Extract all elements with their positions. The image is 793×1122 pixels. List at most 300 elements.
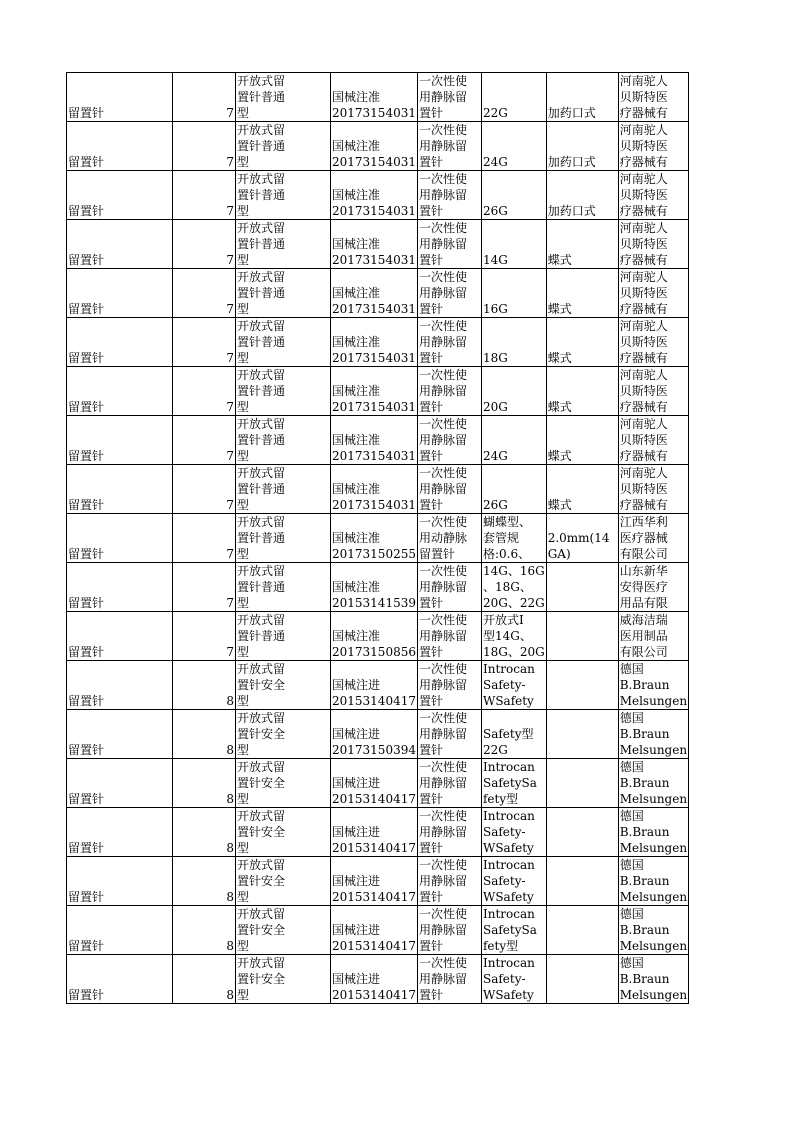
- manufacturer-cell: [618, 122, 688, 171]
- type-cell: [236, 955, 331, 1004]
- manufacturer-cell-line: 贝斯特医: [619, 139, 668, 153]
- spec-cell-line: 20G、22G: [482, 596, 545, 610]
- type-cell-line: 置针普通: [237, 629, 286, 643]
- class-cell: [173, 710, 236, 759]
- table-row: [67, 171, 689, 220]
- manufacturer-cell-line: 河南驼人: [619, 172, 668, 186]
- product-cell-line: 用静脉留: [418, 237, 467, 251]
- item-name-cell: [67, 269, 173, 318]
- form-cell-line: [548, 514, 617, 530]
- item-name-cell: [67, 465, 173, 514]
- spec-cell: [481, 73, 546, 122]
- type-cell: [236, 857, 331, 906]
- type-cell-line: 开放式留: [237, 417, 286, 431]
- product-cell: [417, 710, 481, 759]
- class-cell: [173, 808, 236, 857]
- registration-number: 20173154031: [332, 449, 416, 463]
- product-cell: [417, 220, 481, 269]
- registration-cell: [331, 955, 418, 1004]
- type-cell: [236, 906, 331, 955]
- manufacturer-cell: [618, 563, 688, 612]
- class-cell: [173, 73, 236, 122]
- form-cell-line: [548, 187, 617, 203]
- product-cell-line: 置针: [418, 400, 443, 414]
- registration-number: 20153141539: [332, 596, 416, 610]
- product-cell: [417, 73, 481, 122]
- form-cell-line: [548, 791, 617, 807]
- manufacturer-cell: [618, 416, 688, 465]
- type-cell-line: 型: [237, 841, 250, 855]
- form-cell-line: 蝶式: [547, 449, 572, 463]
- class-cell: [173, 171, 236, 220]
- registration-spacer: [332, 465, 416, 481]
- spec-cell-line: 26G: [482, 204, 508, 218]
- form-cell: [546, 367, 618, 416]
- form-cell: [546, 122, 618, 171]
- product-cell-line: 一次性使: [418, 172, 467, 186]
- spec-cell: [481, 416, 546, 465]
- item-name-cell: [67, 122, 173, 171]
- product-cell-line: 留置针: [418, 547, 455, 561]
- type-cell-line: 置针安全: [237, 972, 286, 986]
- spec-cell: [481, 612, 546, 661]
- registration-cell: [331, 171, 418, 220]
- form-cell-line: [548, 563, 617, 579]
- form-cell: [546, 661, 618, 710]
- form-cell-line: [548, 318, 617, 334]
- type-cell: [236, 563, 331, 612]
- product-cell-line: 置针: [418, 939, 443, 953]
- spec-cell-line: 24G: [482, 449, 508, 463]
- type-cell-line: 开放式留: [237, 711, 286, 725]
- table-row: [67, 367, 689, 416]
- form-cell-line: [548, 465, 617, 481]
- product-cell-line: 用静脉留: [418, 727, 467, 741]
- registration-spacer: [332, 367, 416, 383]
- product-cell-line: 一次性使: [418, 466, 467, 480]
- manufacturer-cell-line: B.Braun: [619, 825, 670, 839]
- class-cell: [173, 563, 236, 612]
- form-cell-line: [548, 122, 617, 138]
- manufacturer-cell-line: 安得医疗: [619, 580, 668, 594]
- product-cell-line: 置针: [418, 253, 443, 267]
- form-cell-line: [548, 873, 617, 889]
- registration-spacer: [332, 857, 416, 873]
- product-cell-line: 用静脉留: [418, 482, 467, 496]
- type-cell-line: 型: [237, 939, 250, 953]
- class-cell-text: 8: [226, 890, 234, 904]
- manufacturer-cell-line: 医用制品: [619, 629, 668, 643]
- type-cell-line: 型: [237, 645, 250, 659]
- form-cell-line: [548, 89, 617, 105]
- product-cell-line: 一次性使: [418, 319, 467, 333]
- form-cell-line: [548, 677, 617, 693]
- manufacturer-cell-line: 江西华利: [619, 515, 668, 529]
- type-cell-line: 置针普通: [237, 433, 286, 447]
- manufacturer-cell-line: 河南驼人: [619, 368, 668, 382]
- form-cell-line: [548, 824, 617, 840]
- registration-number: 20173154031: [332, 253, 416, 267]
- item-name-cell: [67, 808, 173, 857]
- registration-prefix: 国械注准: [332, 433, 381, 447]
- manufacturer-cell: [618, 367, 688, 416]
- type-cell-line: 开放式留: [237, 466, 286, 480]
- item-name-cell: [67, 171, 173, 220]
- manufacturer-cell: [618, 857, 688, 906]
- spec-cell-line: SafetySa: [482, 776, 537, 790]
- product-cell-line: 置针: [418, 498, 443, 512]
- registration-number: 20153140417: [332, 939, 416, 953]
- spec-cell-line: 蝴蝶型、: [482, 515, 531, 529]
- manufacturer-cell: [618, 661, 688, 710]
- spec-cell-line: WSafety: [482, 841, 534, 855]
- manufacturer-cell: [618, 269, 688, 318]
- registration-cell: [331, 269, 418, 318]
- spec-cell-line: [483, 465, 545, 481]
- type-cell-line: 置针普通: [237, 531, 286, 545]
- manufacturer-cell: [618, 220, 688, 269]
- manufacturer-cell-line: 德国: [619, 907, 644, 921]
- manufacturer-cell-line: 贝斯特医: [619, 482, 668, 496]
- form-cell: [546, 612, 618, 661]
- item-name-cell-text: 留置针: [68, 351, 105, 365]
- type-cell: [236, 661, 331, 710]
- form-cell-line: [548, 432, 617, 448]
- item-name-cell-text: 留置针: [68, 106, 105, 120]
- form-cell-line: 加药口式: [547, 204, 596, 218]
- manufacturer-cell-line: 医疗器械: [619, 531, 668, 545]
- product-cell-line: 置针: [418, 890, 443, 904]
- form-cell-line: [548, 138, 617, 154]
- form-cell-line: 蝶式: [547, 351, 572, 365]
- item-name-cell-text: 留置针: [68, 204, 105, 218]
- class-cell: [173, 612, 236, 661]
- product-cell-line: 一次性使: [418, 221, 467, 235]
- type-cell-line: 型: [237, 351, 250, 365]
- class-cell: [173, 269, 236, 318]
- spec-cell-line: Safety型: [482, 727, 534, 741]
- class-cell-text: 8: [226, 694, 234, 708]
- table-row: [67, 563, 689, 612]
- type-cell-line: 型: [237, 743, 250, 757]
- type-cell: [236, 514, 331, 563]
- registration-number: 20153140417: [332, 890, 416, 904]
- product-cell-line: 一次性使: [418, 74, 467, 88]
- type-cell-line: 开放式留: [237, 368, 286, 382]
- item-name-cell: [67, 612, 173, 661]
- type-cell-line: 开放式留: [237, 74, 286, 88]
- registration-cell: [331, 318, 418, 367]
- spec-cell: [481, 367, 546, 416]
- item-name-cell: [67, 906, 173, 955]
- registration-prefix: 国械注准: [332, 531, 381, 545]
- type-cell-line: 置针普通: [237, 139, 286, 153]
- spec-cell-line: Safety-: [482, 972, 526, 986]
- product-cell-line: 用静脉留: [418, 776, 467, 790]
- form-cell: [546, 955, 618, 1004]
- registration-prefix: 国械注进: [332, 923, 381, 937]
- type-cell-line: 开放式留: [237, 270, 286, 284]
- table-row: [67, 416, 689, 465]
- manufacturer-cell-line: 河南驼人: [619, 466, 668, 480]
- item-name-cell-text: 留置针: [68, 743, 105, 757]
- registration-spacer: [332, 514, 416, 530]
- class-cell-text: 7: [226, 302, 234, 316]
- product-cell: [417, 367, 481, 416]
- form-cell-line: [548, 759, 617, 775]
- form-cell: [546, 318, 618, 367]
- manufacturer-cell-line: Melsungen: [619, 890, 688, 904]
- product-cell-line: 一次性使: [418, 662, 467, 676]
- manufacturer-cell-line: 威海洁瑞: [619, 613, 668, 627]
- spec-cell-line: WSafety: [482, 890, 534, 904]
- item-name-cell-text: 留置针: [68, 400, 105, 414]
- type-cell-line: 型: [237, 400, 250, 414]
- spec-cell-line: [483, 416, 545, 432]
- registration-prefix: 国械注准: [332, 139, 381, 153]
- spec-cell: [481, 122, 546, 171]
- registration-spacer: [332, 759, 416, 775]
- form-cell: [546, 808, 618, 857]
- item-name-cell: [67, 955, 173, 1004]
- registration-prefix: 国械注准: [332, 580, 381, 594]
- item-name-cell-text: 留置针: [68, 253, 105, 267]
- spec-cell-line: [483, 73, 545, 89]
- type-cell-line: 开放式留: [237, 907, 286, 921]
- spec-cell-line: fety型: [482, 792, 519, 806]
- registration-cell: [331, 122, 418, 171]
- product-cell-line: 一次性使: [418, 417, 467, 431]
- spec-cell-line: [483, 171, 545, 187]
- type-cell-line: 型: [237, 547, 250, 561]
- table-row: [67, 710, 689, 759]
- manufacturer-cell-line: 疗器械有: [619, 204, 668, 218]
- registration-prefix: 国械注进: [332, 874, 381, 888]
- registration-prefix: 国械注准: [332, 335, 381, 349]
- registration-prefix: 国械注准: [332, 629, 381, 643]
- manufacturer-cell-line: 疗器械有: [619, 498, 668, 512]
- product-cell-line: 置针: [418, 302, 443, 316]
- table-row: [67, 465, 689, 514]
- registration-cell: [331, 906, 418, 955]
- form-cell-line: [548, 612, 617, 628]
- product-cell-line: 用静脉留: [418, 139, 467, 153]
- manufacturer-cell-line: 疗器械有: [619, 302, 668, 316]
- spec-cell-line: Safety-: [482, 874, 526, 888]
- type-cell-line: 开放式留: [237, 515, 286, 529]
- spec-cell: [481, 906, 546, 955]
- registration-spacer: [332, 661, 416, 677]
- type-cell-line: 开放式留: [237, 858, 286, 872]
- form-cell: [546, 514, 618, 563]
- class-cell: [173, 857, 236, 906]
- product-cell-line: 用静脉留: [418, 335, 467, 349]
- registration-number: 20173154031: [332, 204, 416, 218]
- form-cell-line: [548, 889, 617, 905]
- type-cell: [236, 318, 331, 367]
- manufacturer-cell: [618, 808, 688, 857]
- registration-spacer: [332, 955, 416, 971]
- type-cell-line: 型: [237, 890, 250, 904]
- form-cell-line: [548, 269, 617, 285]
- form-cell: [546, 269, 618, 318]
- table-row: [67, 269, 689, 318]
- type-cell: [236, 465, 331, 514]
- product-cell-line: 用静脉留: [418, 874, 467, 888]
- item-name-cell: [67, 367, 173, 416]
- type-cell: [236, 73, 331, 122]
- registration-number: 20173150394: [332, 743, 416, 757]
- spec-cell-line: 24G: [482, 155, 508, 169]
- manufacturer-cell-line: 河南驼人: [619, 417, 668, 431]
- manufacturer-cell-line: 河南驼人: [619, 221, 668, 235]
- type-cell: [236, 269, 331, 318]
- manufacturer-cell-line: 德国: [619, 711, 644, 725]
- spec-cell: [481, 808, 546, 857]
- spec-cell: [481, 710, 546, 759]
- class-cell: [173, 759, 236, 808]
- product-cell-line: 一次性使: [418, 613, 467, 627]
- registration-number: 20173150856: [332, 645, 416, 659]
- spec-cell-line: 、18G、: [482, 580, 532, 594]
- registration-spacer: [332, 73, 416, 89]
- registration-prefix: 国械注进: [332, 972, 381, 986]
- type-cell: [236, 808, 331, 857]
- spec-cell-line: 22G: [482, 743, 508, 757]
- registration-prefix: 国械注进: [332, 727, 381, 741]
- class-cell-text: 7: [226, 400, 234, 414]
- spec-cell-line: 14G: [482, 253, 508, 267]
- product-cell-line: 置针: [418, 204, 443, 218]
- form-cell-line: 加药口式: [547, 155, 596, 169]
- manufacturer-cell: [618, 171, 688, 220]
- item-name-cell: [67, 220, 173, 269]
- manufacturer-cell-line: 疗器械有: [619, 351, 668, 365]
- class-cell-text: 7: [226, 106, 234, 120]
- product-cell: [417, 269, 481, 318]
- form-cell: [546, 759, 618, 808]
- form-cell-line: [548, 236, 617, 252]
- spec-cell-line: Introcan: [482, 662, 535, 676]
- registration-prefix: 国械注准: [332, 188, 381, 202]
- form-cell-line: [548, 644, 617, 660]
- form-cell: [546, 857, 618, 906]
- registration-number: 20173150255: [332, 547, 416, 561]
- spec-cell-line: Introcan: [482, 956, 535, 970]
- table-row: [67, 220, 689, 269]
- manufacturer-cell-line: Melsungen: [619, 743, 688, 757]
- registration-cell: [331, 857, 418, 906]
- class-cell-text: 7: [226, 253, 234, 267]
- type-cell: [236, 171, 331, 220]
- spec-cell: [481, 857, 546, 906]
- product-cell-line: 置针: [418, 792, 443, 806]
- manufacturer-cell-line: Melsungen: [619, 792, 688, 806]
- type-cell-line: 型: [237, 988, 250, 1002]
- manufacturer-cell-line: 贝斯特医: [619, 237, 668, 251]
- form-cell-line: [548, 742, 617, 758]
- type-cell-line: 开放式留: [237, 172, 286, 186]
- item-name-cell-text: 留置针: [68, 498, 105, 512]
- registration-spacer: [332, 122, 416, 138]
- spec-cell-line: 型14G、: [482, 629, 532, 643]
- manufacturer-cell-line: B.Braun: [619, 923, 670, 937]
- type-cell-line: 置针安全: [237, 678, 286, 692]
- product-cell: [417, 563, 481, 612]
- product-cell-line: 用静脉留: [418, 384, 467, 398]
- form-cell-line: [548, 334, 617, 350]
- registration-number: 20153140417: [332, 792, 416, 806]
- form-cell-line: [548, 367, 617, 383]
- registration-prefix: 国械注准: [332, 286, 381, 300]
- manufacturer-cell: [618, 612, 688, 661]
- type-cell-line: 开放式留: [237, 613, 286, 627]
- manufacturer-cell-line: 疗器械有: [619, 449, 668, 463]
- manufacturer-cell-line: 疗器械有: [619, 155, 668, 169]
- product-cell-line: 一次性使: [418, 956, 467, 970]
- manufacturer-cell: [618, 465, 688, 514]
- manufacturer-cell-line: B.Braun: [619, 727, 670, 741]
- item-name-cell: [67, 416, 173, 465]
- type-cell: [236, 710, 331, 759]
- product-cell-line: 一次性使: [418, 564, 467, 578]
- product-cell-line: 用静脉留: [418, 90, 467, 104]
- type-cell-line: 型: [237, 155, 250, 169]
- product-cell: [417, 318, 481, 367]
- spec-cell-line: [483, 383, 545, 399]
- registration-prefix: 国械注进: [332, 825, 381, 839]
- manufacturer-cell: [618, 514, 688, 563]
- product-cell-line: 一次性使: [418, 858, 467, 872]
- table-row: [67, 514, 689, 563]
- manufacturer-cell: [618, 955, 688, 1004]
- type-cell-line: 开放式留: [237, 956, 286, 970]
- spec-cell-line: WSafety: [482, 694, 534, 708]
- form-cell-line: 蝶式: [547, 400, 572, 414]
- spec-cell: [481, 661, 546, 710]
- class-cell: [173, 318, 236, 367]
- type-cell-line: 置针普通: [237, 335, 286, 349]
- product-cell-line: 置针: [418, 988, 443, 1002]
- spec-cell-line: 开放式I: [482, 613, 524, 627]
- spec-cell-line: [483, 236, 545, 252]
- product-cell-line: 置针: [418, 596, 443, 610]
- product-cell-line: 用静脉留: [418, 580, 467, 594]
- manufacturer-cell-line: Melsungen: [619, 988, 688, 1002]
- manufacturer-cell: [618, 906, 688, 955]
- product-cell-line: 用静脉留: [418, 188, 467, 202]
- registration-cell: [331, 563, 418, 612]
- class-cell-text: 8: [226, 792, 234, 806]
- product-cell-line: 一次性使: [418, 760, 467, 774]
- manufacturer-cell-line: 河南驼人: [619, 319, 668, 333]
- item-name-cell-text: 留置针: [68, 694, 105, 708]
- spec-cell: [481, 955, 546, 1004]
- form-cell-line: [548, 285, 617, 301]
- form-cell-line: 蝶式: [547, 498, 572, 512]
- item-name-cell-text: 留置针: [68, 939, 105, 953]
- item-name-cell: [67, 73, 173, 122]
- type-cell: [236, 612, 331, 661]
- spec-cell: [481, 269, 546, 318]
- registration-number: 20173154031: [332, 498, 416, 512]
- registration-number: 20173154031: [332, 351, 416, 365]
- table-body: [67, 73, 689, 1004]
- item-name-cell-text: 留置针: [68, 596, 105, 610]
- form-cell-line: [548, 710, 617, 726]
- item-name-cell: [67, 857, 173, 906]
- registration-spacer: [332, 612, 416, 628]
